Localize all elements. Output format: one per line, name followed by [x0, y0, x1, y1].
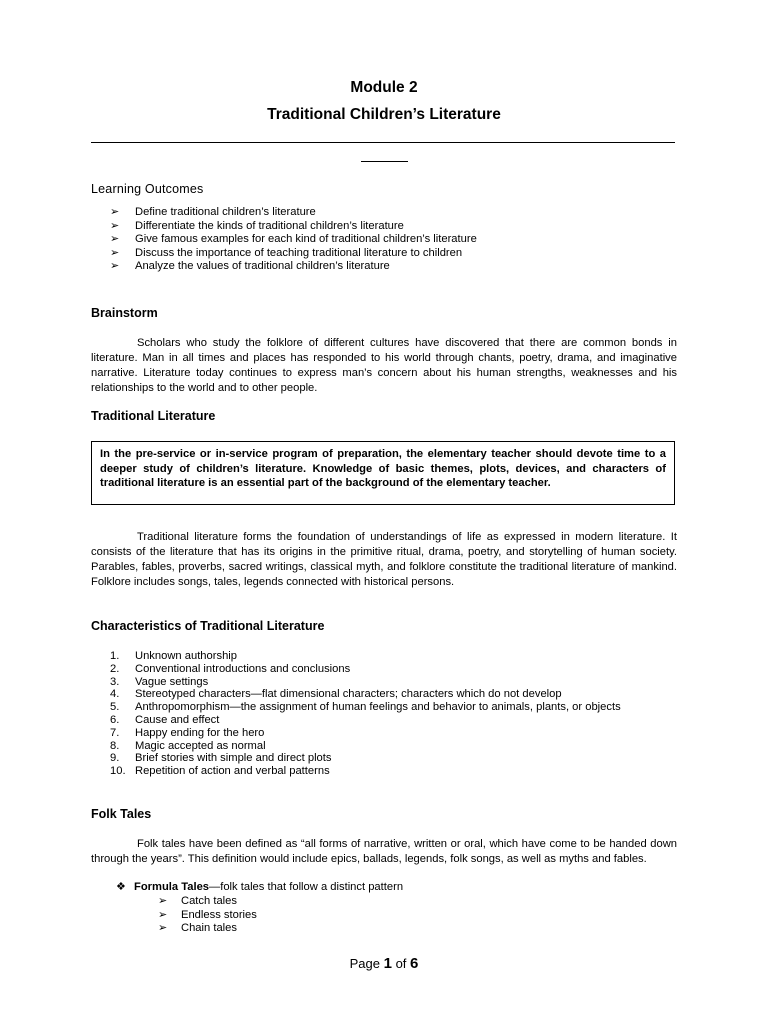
- list-item-text: Endless stories: [181, 908, 257, 921]
- list-item-text: Chain tales: [181, 922, 237, 934]
- brainstorm-heading: Brainstorm: [91, 306, 158, 320]
- folk-tales-heading: Folk Tales: [91, 807, 152, 821]
- list-number: 9.: [110, 752, 120, 765]
- arrow-bullet-icon: ➢: [158, 908, 168, 921]
- list-number: 8.: [110, 739, 120, 752]
- arrow-bullet-icon: ➢: [110, 219, 120, 232]
- arrow-bullet-icon: ➢: [158, 922, 168, 934]
- title-underline: [91, 142, 675, 143]
- list-item-text: Catch tales: [181, 895, 237, 907]
- list-item-text: Cause and effect: [135, 713, 220, 726]
- arrow-bullet-icon: ➢: [110, 233, 120, 245]
- list-item-text: Differentiate the kinds of traditional children’s literature: [135, 219, 404, 232]
- paragraph-text: Traditional literature forms the foundation of understandings of life as expressed in modern literature. It consists of the literature that has its origins in the primitive ritual, drama, poetry, and storytelling of human society. Parables, fables, proverbs, sacred writings, classical myth, and folklore constitute the traditional literature of mankind. Folklore includes songs, tales, legends connected with historical persons.: [91, 531, 677, 588]
- formula-tales-term: Formula Tales: [134, 881, 210, 893]
- list-item: [110, 220, 477, 234]
- paragraph-text: Scholars who study the folklore of different cultures have discovered that there are common bonds in literature. Man in all times and places has responded to his world through chants, poetry, drama, and imaginative narrative. Literature today continues to express man’s concern about his human strengths, weaknesses and his relationships to the world and to other people.: [91, 337, 677, 394]
- list-item-text: Brief stories with simple and direct plots: [135, 752, 332, 765]
- traditional-literature-heading: Traditional Literature: [91, 409, 216, 423]
- current-page-number: 1: [383, 955, 392, 972]
- arrow-bullet-icon: ➢: [110, 260, 120, 272]
- list-item-text: Happy ending for the hero: [135, 726, 265, 739]
- list-item-text: Define traditional children’s literature: [135, 206, 316, 218]
- list-item-text: Conventional introductions and conclusions: [135, 662, 351, 675]
- brainstorm-paragraph: [91, 336, 677, 396]
- list-item: [110, 765, 676, 778]
- list-item: [110, 650, 676, 663]
- total-pages-number: 6: [410, 955, 419, 972]
- characteristics-list: [110, 650, 676, 778]
- characteristics-heading: Characteristics of Traditional Literature: [91, 619, 325, 633]
- list-item: [110, 740, 676, 753]
- list-item: [158, 909, 257, 923]
- list-item-text: Repetition of action and verbal patterns: [135, 765, 330, 778]
- list-item: [110, 752, 676, 765]
- callout-box: In the pre-service or in-service program of preparation, the elementary teacher should devote time to a deeper study of children’s literature. Knowledge of basic themes, plots, devices, and characters of traditional literature is an essential part of the background of the elementary teacher.: [91, 441, 675, 505]
- traditional-literature-paragraph: [91, 530, 677, 590]
- title-underline-tail: [361, 161, 408, 162]
- diamond-bullet-icon: ❖: [116, 881, 127, 893]
- formula-tales-sublist: [158, 895, 257, 936]
- list-item: [110, 701, 676, 714]
- page-footer: [0, 955, 768, 972]
- list-item: [110, 247, 477, 261]
- learning-outcomes-list: [110, 206, 477, 274]
- list-item: [110, 206, 477, 220]
- list-item: [110, 663, 676, 676]
- list-number: 3.: [110, 675, 120, 688]
- list-item: [158, 895, 257, 909]
- list-number: 1.: [110, 650, 120, 662]
- list-item-text: Unknown authorship: [135, 650, 237, 662]
- arrow-bullet-icon: ➢: [110, 206, 120, 218]
- formula-tales-definition: —folk tales that follow a distinct pattern: [209, 881, 404, 893]
- list-number: 6.: [110, 713, 120, 726]
- learning-outcomes-heading: Learning Outcomes: [91, 182, 204, 196]
- arrow-bullet-icon: ➢: [110, 246, 120, 259]
- list-item: [110, 233, 477, 247]
- list-number: 4.: [110, 688, 120, 701]
- list-item-text: Give famous examples for each kind of traditional children’s literature: [135, 233, 477, 245]
- arrow-bullet-icon: ➢: [158, 895, 168, 907]
- list-item: [110, 727, 676, 740]
- list-item-text: Stereotyped characters—flat dimensional characters; characters which do not develop: [135, 688, 562, 701]
- list-item: [110, 714, 676, 727]
- list-number: 2.: [110, 662, 120, 675]
- list-item: [110, 676, 676, 689]
- page-word: Page: [349, 956, 380, 971]
- list-item-text: Magic accepted as normal: [135, 739, 266, 752]
- list-item-text: Anthropomorphism—the assignment of human feelings and behavior to animals, plants, or objects: [135, 701, 621, 714]
- formula-tales-item: [116, 881, 403, 895]
- list-item: [110, 260, 477, 274]
- list-number: 5.: [110, 701, 120, 714]
- list-number: 10.: [110, 765, 126, 778]
- list-number: 7.: [110, 726, 120, 739]
- module-number: Module 2: [350, 79, 418, 96]
- paragraph-text: Folk tales have been defined as “all forms of narrative, written or oral, which have come to be handed down through the years”. This definition would include epics, ballads, legends, folk songs, as well as myths and fables.: [91, 838, 677, 865]
- list-item: [158, 922, 257, 936]
- list-item: [110, 688, 676, 701]
- of-word: of: [395, 956, 407, 971]
- list-item-text: Discuss the importance of teaching traditional literature to children: [135, 246, 463, 259]
- list-item-text: Vague settings: [135, 675, 209, 688]
- folk-tales-paragraph: [91, 837, 677, 867]
- list-item-text: Analyze the values of traditional children’s literature: [135, 260, 390, 272]
- page-title: Traditional Children’s Literature: [267, 106, 501, 123]
